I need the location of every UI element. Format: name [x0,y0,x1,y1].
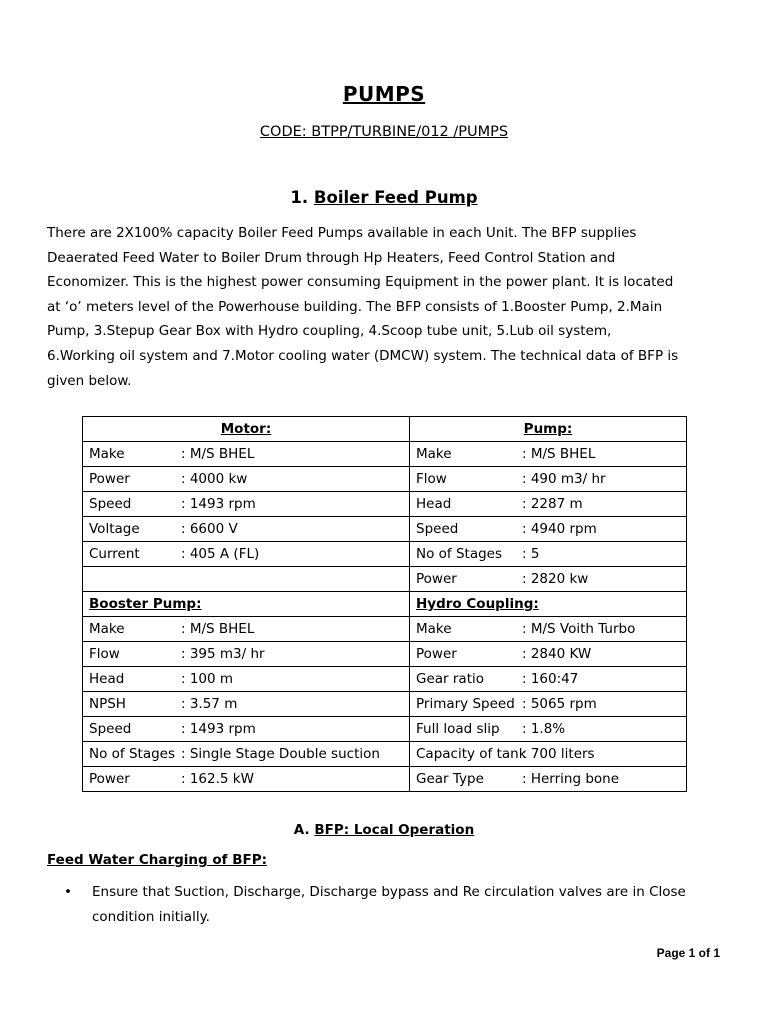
section-title: Boiler Feed Pump [313,188,478,207]
subsection-title: BFP: Local Operation [314,822,475,838]
left-cell [83,492,410,517]
spec-value: : M/S Voith Turbo [522,621,636,637]
table-row [83,442,687,467]
right-cell [410,542,687,567]
paragraph-line: Economizer. This is the highest power consuming Equipment in the power plant. It is located [47,274,674,291]
right-cell [410,492,687,517]
pump-header: Pump: [410,417,687,442]
spec-value: : Herring bone [522,771,620,787]
spec-value: : 5065 rpm [522,696,597,712]
spec-label: Speed [89,496,132,512]
left-cell [83,692,410,717]
right-cell [410,467,687,492]
left-cell [83,567,410,592]
spec-label: Make [89,446,125,462]
section-number: 1. [290,188,309,207]
spec-label: Flow [416,471,447,487]
left-cell [83,442,410,467]
subsection-heading [0,822,768,838]
subsection-label: A. [293,822,310,838]
motor-pump-rows [83,442,687,592]
spec-label: Make [416,621,452,637]
paragraph-line: There are 2X100% capacity Boiler Feed Pumps available in each Unit. The BFP supplies [47,225,637,241]
spec-label: Gear Type [416,771,484,787]
spec-value: : M/S BHEL [181,446,255,462]
left-cell [83,717,410,742]
bullet-icon: • [64,884,72,900]
left-cell [83,642,410,667]
spec-value: : 2820 kw [522,571,589,587]
left-cell [83,517,410,542]
spec-value: : 4000 kw [181,471,248,487]
spec-label: Make [89,621,125,637]
spec-value: : 2840 KW [522,646,592,662]
table-subheader-row [83,592,687,617]
spec-value: : 1.8% [522,721,566,737]
spec-label: Power [416,571,457,587]
paragraph-line: 6.Working oil system and 7.Motor cooling water (DMCW) system. The technical data of BFP is [47,347,679,364]
spec-value: : 1493 rpm [181,496,256,512]
table-row [83,542,687,567]
spec-label: Make [416,446,452,462]
paragraph-line: given below. [47,372,132,389]
booster-hydro-rows [83,617,687,792]
document-title: PUMPS [342,82,426,106]
spec-label: Current [89,546,140,562]
intro-paragraph [47,221,727,393]
booster-pump-header: Booster Pump: [83,592,410,617]
left-cell [83,542,410,567]
right-cell [410,567,687,592]
spec-value: : 4940 rpm [522,521,597,537]
spec-value: : 6600 V [181,521,238,537]
spec-value: : 3.57 m [181,696,238,712]
document-code: CODE: BTPP/TURBINE/012 /PUMPS [259,124,509,140]
spec-value: : 100 m [181,671,234,687]
table-row [83,742,687,767]
table-row [83,692,687,717]
spec-label: NPSH [89,696,126,712]
right-cell [410,517,687,542]
hydro-coupling-header: Hydro Coupling: [410,592,687,617]
spec-label: Speed [416,521,459,537]
spec-label: Head [89,671,125,687]
spec-value: : 405 A (FL) [181,546,260,562]
right-cell [410,767,687,792]
motor-header: Motor: [83,417,410,442]
spec-label: Full load slip [416,721,500,737]
paragraph-line: Pump, 3.Stepup Gear Box with Hydro coupling, 4.Scoop tube unit, 5.Lub oil system, [47,323,612,340]
paragraph-line: Deaerated Feed Water to Boiler Drum through Hp Heaters, Feed Control Station and [47,249,616,266]
right-cell [410,717,687,742]
section-heading [0,188,768,207]
table-row [83,642,687,667]
spec-label: Gear ratio [416,671,485,687]
spec-value: : M/S BHEL [522,446,596,462]
table-row [83,717,687,742]
table-row [83,567,687,592]
spec-label: Speed [89,721,132,737]
left-cell [83,742,410,767]
spec-value: : Single Stage Double suction [181,746,380,762]
spec-label: No of Stages [416,546,502,562]
spec-value: : M/S BHEL [181,621,255,637]
left-cell [83,667,410,692]
spec-label: No of Stages [89,746,175,762]
left-cell [83,467,410,492]
left-cell [83,617,410,642]
spec-label: Capacity of tank [416,746,527,762]
right-cell [410,742,687,767]
page-number: Page 1 of 1 [656,946,720,960]
left-cell [83,767,410,792]
table-row [83,467,687,492]
technical-data-table [82,416,687,792]
right-cell [410,442,687,467]
right-cell [410,692,687,717]
right-cell [410,617,687,642]
right-cell [410,642,687,667]
spec-label: Power [416,646,457,662]
spec-label: Power [89,771,130,787]
spec-value: : 2287 m [522,496,583,512]
spec-value: : 160:47 [522,671,579,687]
spec-label: Head [416,496,452,512]
spec-label: Power [89,471,130,487]
table-row [83,517,687,542]
right-cell [410,667,687,692]
spec-value: : 5 [522,546,540,562]
feed-water-heading: Feed Water Charging of BFP: [47,852,268,868]
table-row [83,617,687,642]
list-item-text: Ensure that Suction, Discharge, Discharge bypass and Re circulation valves are in Close condition initially. [92,884,686,925]
spec-value: : 700 liters [522,746,595,762]
paragraph-line: at ‘o’ meters level of the Powerhouse building. The BFP consists of 1.Booster Pump, 2.Main [47,298,663,315]
spec-value: : 1493 rpm [181,721,256,737]
spec-label: Primary Speed [416,696,515,712]
spec-label: Voltage [89,521,140,537]
spec-value: : 162.5 kW [181,771,254,787]
table-row [83,667,687,692]
table-row [83,767,687,792]
table-header-row [83,417,687,442]
spec-value: : 490 m3/ hr [522,471,606,487]
table-row [83,492,687,517]
spec-value: : 395 m3/ hr [181,646,265,662]
spec-label: Flow [89,646,120,662]
